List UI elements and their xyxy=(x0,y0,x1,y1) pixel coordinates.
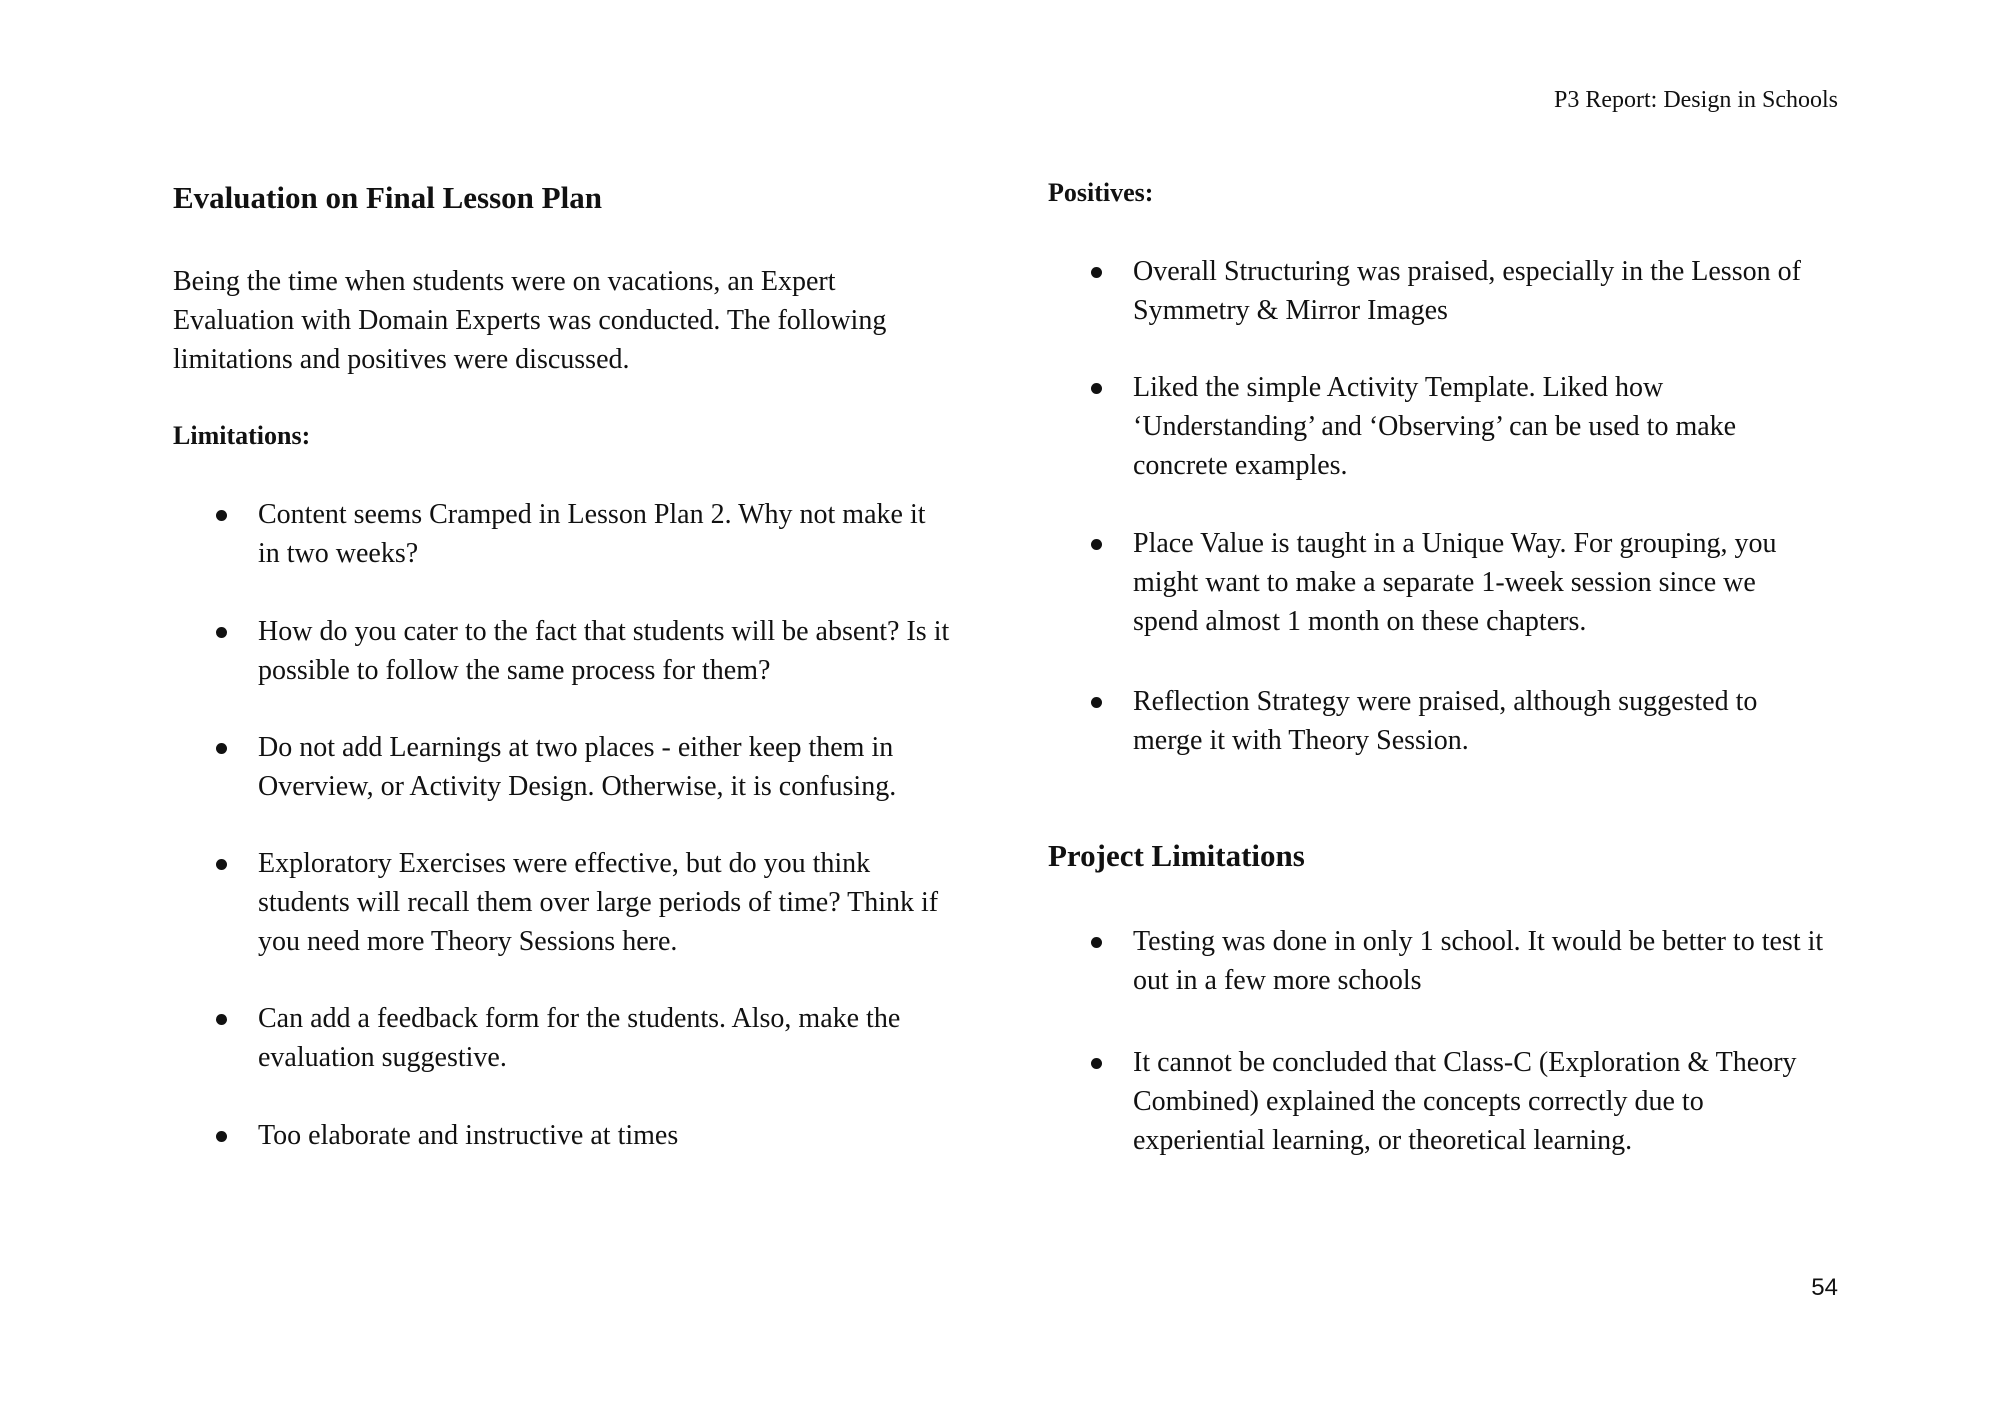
section-heading-project-limitations: Project Limitations xyxy=(1048,838,1305,873)
list-item-line: students will recall them over large periods of time? Think if xyxy=(258,887,939,918)
list-item-line: Symmetry & Mirror Images xyxy=(1133,295,1448,326)
list-item-line: concrete examples. xyxy=(1133,450,1348,481)
list-item-line: Place Value is taught in a Unique Way. For grouping, you xyxy=(1133,528,1777,559)
list-item-line: Liked the simple Activity Template. Liked how xyxy=(1133,372,1664,403)
list-item-line: Content seems Cramped in Lesson Plan 2. Why not make it xyxy=(258,499,926,530)
page-number: 54 xyxy=(1811,1274,1838,1301)
bullet-icon xyxy=(216,743,227,754)
bullet-icon xyxy=(1091,937,1102,948)
bullet-icon xyxy=(1091,267,1102,278)
bullet-icon xyxy=(1091,697,1102,708)
running-header: P3 Report: Design in Schools xyxy=(1553,87,1838,113)
list-item-line: merge it with Theory Session. xyxy=(1133,725,1469,756)
list-item-line: Reflection Strategy were praised, although suggested to xyxy=(1133,686,1758,717)
list-item-line: Testing was done in only 1 school. It would be better to test it xyxy=(1133,926,1824,957)
list-item-line: ‘Understanding’ and ‘Observing’ can be used to make xyxy=(1133,411,1737,442)
list-item-line: might want to make a separate 1-week session since we xyxy=(1133,567,1756,598)
list-item-line: out in a few more schools xyxy=(1133,965,1422,996)
limitations-label: Limitations: xyxy=(173,421,311,450)
list-item-line: Too elaborate and instructive at times xyxy=(258,1120,679,1151)
bullet-icon xyxy=(216,627,227,638)
list-item-line: Can add a feedback form for the students. Also, make the xyxy=(258,1003,901,1034)
intro-line: Being the time when students were on vacations, an Expert xyxy=(173,266,836,297)
list-item-line: How do you cater to the fact that students will be absent? Is it xyxy=(258,616,950,647)
list-item-line: evaluation suggestive. xyxy=(258,1042,507,1073)
bullet-icon xyxy=(216,1014,227,1025)
bullet-icon xyxy=(216,859,227,870)
list-item-line: Combined) explained the concepts correctly due to xyxy=(1133,1086,1704,1117)
list-item-line: Overall Structuring was praised, especially in the Lesson of xyxy=(1133,256,1801,287)
section-heading-evaluation: Evaluation on Final Lesson Plan xyxy=(173,180,602,215)
list-item-line: Do not add Learnings at two places - either keep them in xyxy=(258,732,894,763)
list-item-line: Exploratory Exercises were effective, but do you think xyxy=(258,848,871,879)
bullet-icon xyxy=(1091,1058,1102,1069)
list-item-line: It cannot be concluded that Class-C (Exploration & Theory xyxy=(1133,1047,1797,1078)
intro-line: limitations and positives were discussed. xyxy=(173,344,630,375)
list-item-line: in two weeks? xyxy=(258,538,419,569)
list-item-line: experiential learning, or theoretical learning. xyxy=(1133,1125,1633,1156)
list-item-line: you need more Theory Sessions here. xyxy=(258,926,678,957)
intro-paragraph xyxy=(173,262,973,379)
list-item-line: possible to follow the same process for them? xyxy=(258,655,771,686)
bullet-icon xyxy=(216,1131,227,1142)
bullet-icon xyxy=(1091,383,1102,394)
list-item-line: spend almost 1 month on these chapters. xyxy=(1133,606,1587,637)
positives-label: Positives: xyxy=(1048,178,1154,207)
bullet-icon xyxy=(1091,539,1102,550)
intro-line: Evaluation with Domain Experts was conducted. The following xyxy=(173,305,887,336)
bullet-icon xyxy=(216,510,227,521)
list-item-line: Overview, or Activity Design. Otherwise, it is confusing. xyxy=(258,771,897,802)
